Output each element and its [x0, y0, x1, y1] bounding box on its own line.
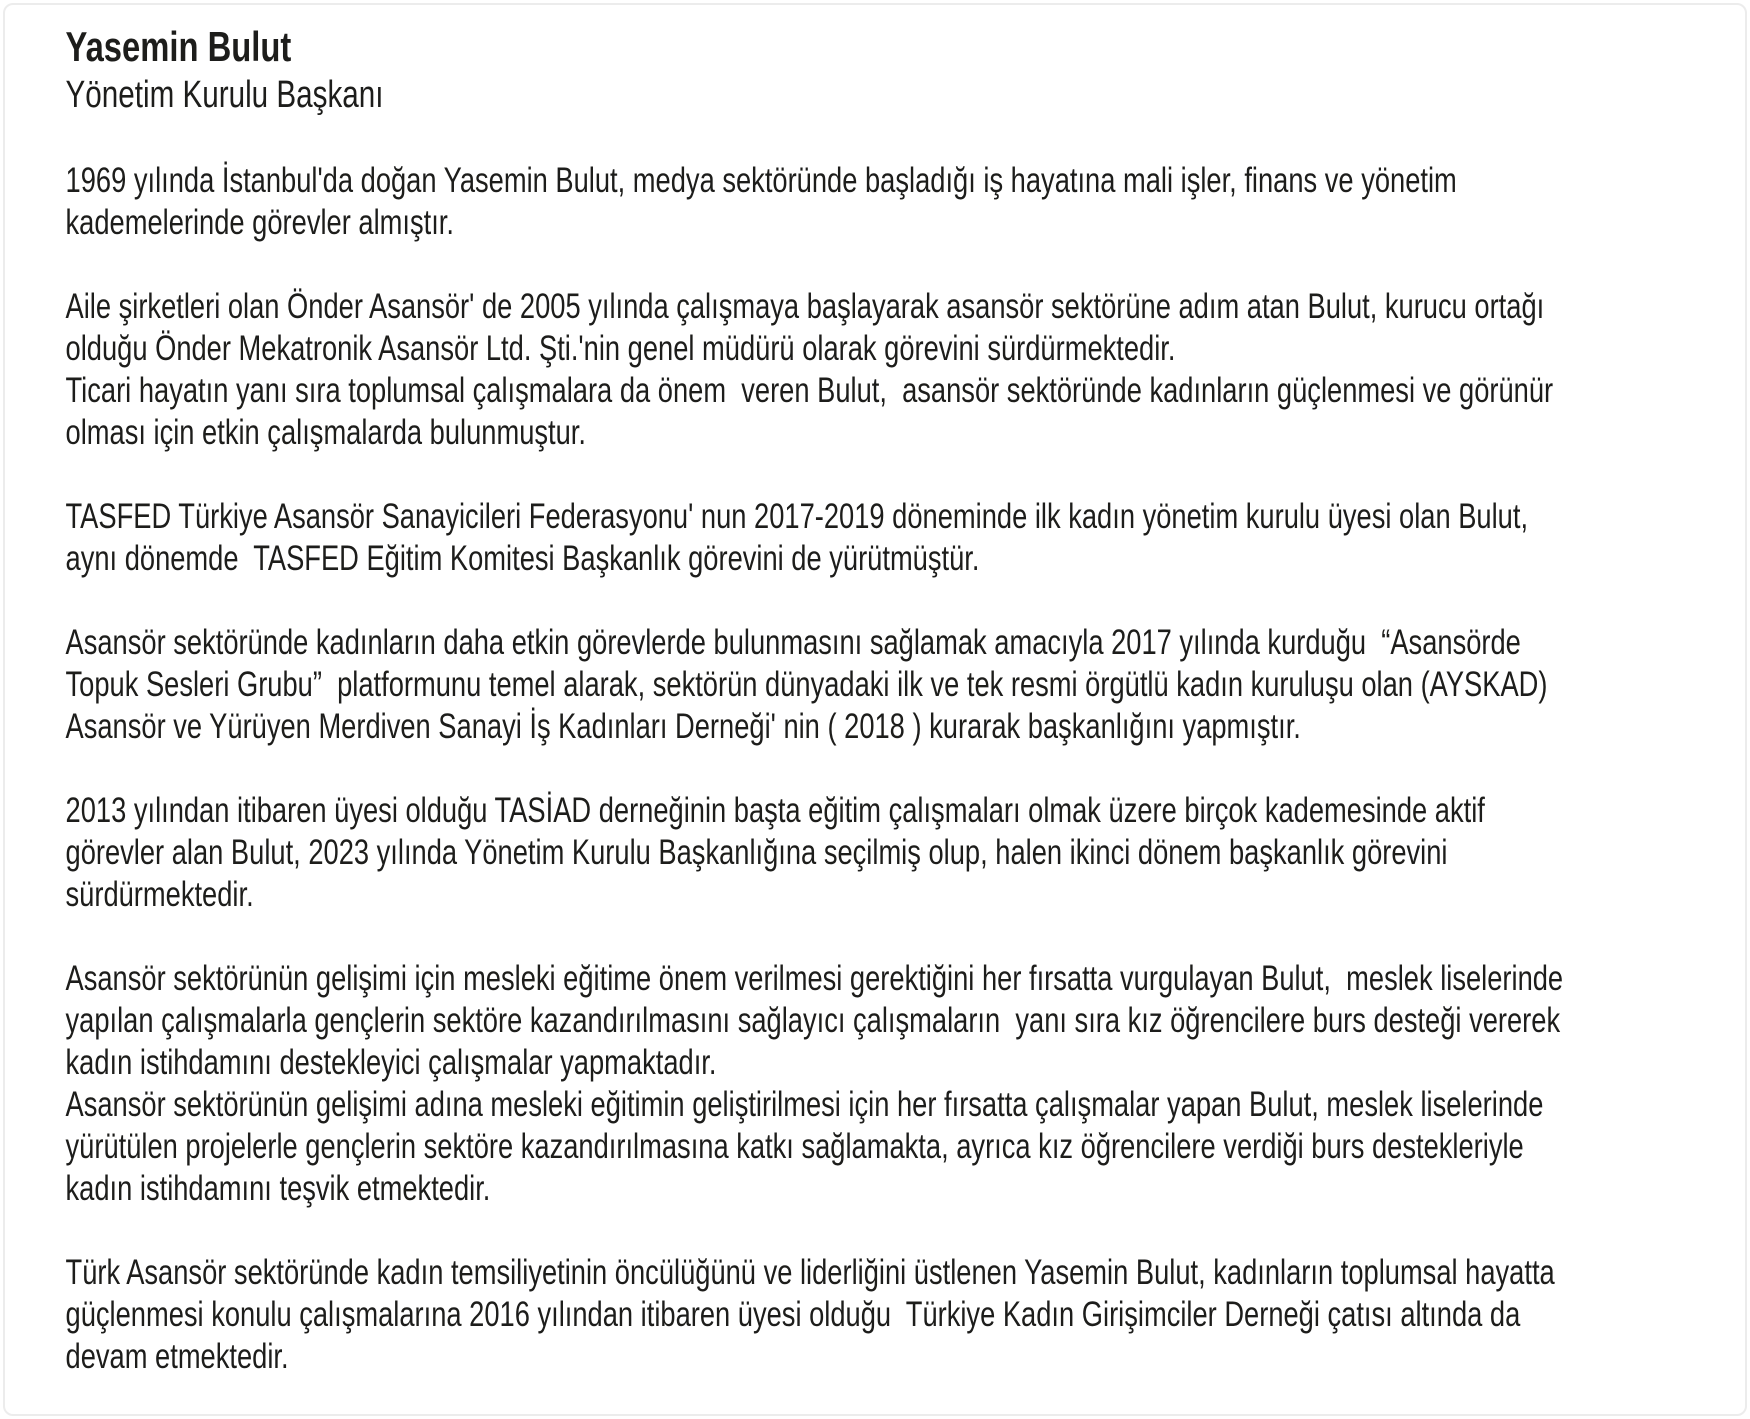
bio-line: Asansör sektöründe kadınların daha etkin görevlerde bulunmasını sağlamak amacıyla 2017 yılında kurduğu “Asansörde [65, 623, 1521, 662]
bio-text [66, 160, 1750, 1378]
person-name: Yasemin Bulut [65, 23, 292, 70]
bio-block [66, 160, 1750, 244]
bio-line: devam etmektedir. [65, 1337, 289, 1376]
bio-line: Topuk Sesleri Grubu” platformunu temel alarak, sektörün dünyadaki ilk ve tek resmi örgütlü kadın kuruluşu olan (AYSKAD) [65, 665, 1548, 704]
bio-line: olması için etkin çalışmalarda bulunmuştur. [65, 413, 586, 452]
bio-line: 2013 yılından itibaren üyesi olduğu TASİAD derneğinin başta eğitim çalışmaları olmak üzere birçok kademesinde aktif [65, 791, 1485, 830]
bio-line: 1969 yılında İstanbul'da doğan Yasemin Bulut, medya sektöründe başladığı iş hayatına mali işler, finans ve yönetim [65, 161, 1457, 200]
biography-document [0, 22, 1750, 1378]
bio-line: kadın istihdamını destekleyici çalışmalar yapmaktadır. [65, 1043, 717, 1082]
bio-line: Aile şirketleri olan Önder Asansör' de 2005 yılında çalışmaya başlayarak asansör sektörüne adım atan Bulut, kurucu ortağı [65, 287, 1545, 326]
bio-line: Türk Asansör sektöründe kadın temsiliyetinin öncülüğünü ve liderliğini üstlenen Yasemin Bulut, kadınların toplumsal hayatta [65, 1253, 1555, 1292]
bio-line: Asansör ve Yürüyen Merdiven Sanayi İş Kadınları Derneği' nin ( 2018 ) kurarak başkanlığını yapmıştır. [65, 707, 1301, 746]
bio-line: aynı dönemde TASFED Eğitim Komitesi Başkanlık görevini de yürütmüştür. [65, 539, 980, 578]
bio-block [66, 622, 1750, 748]
bio-line: Asansör sektörünün gelişimi adına mesleki eğitimin geliştirilmesi için her fırsatta çalışmalar yapan Bulut, meslek liselerinde [65, 1085, 1544, 1124]
bio-block [66, 1252, 1750, 1378]
bio-line: TASFED Türkiye Asansör Sanayicileri Federasyonu' nun 2017-2019 döneminde ilk kadın yönetim kurulu üyesi olan Bulut, [65, 497, 1529, 536]
bio-block [66, 790, 1750, 916]
bio-line: güçlenmesi konulu çalışmalarına 2016 yılından itibaren üyesi olduğu Türkiye Kadın Girişimciler Derneği çatısı altında da [65, 1295, 1521, 1334]
bio-line: Ticari hayatın yanı sıra toplumsal çalışmalara da önem veren Bulut, asansör sektöründe kadınların güçlenmesi ve görünür [65, 371, 1554, 410]
bio-block [66, 286, 1750, 454]
bio-line: yürütülen projelerle gençlerin sektöre kazandırılmasına katkı sağlamakta, ayrıca kız öğrencilere verdiği burs destekleriyle [65, 1127, 1524, 1166]
bio-line: kadın istihdamını teşvik etmektedir. [65, 1169, 491, 1208]
bio-block [66, 958, 1750, 1210]
bio-line: kademelerinde görevler almıştır. [65, 203, 454, 242]
bio-line: olduğu Önder Mekatronik Asansör Ltd. Şti.'nin genel müdürü olarak görevini sürdürmektedir. [65, 329, 1176, 368]
person-role: Yönetim Kurulu Başkanı [65, 74, 384, 116]
bio-line: sürdürmektedir. [65, 875, 254, 914]
bio-line: yapılan çalışmalarla gençlerin sektöre kazandırılmasını sağlayıcı çalışmaların yanı sıra kız öğrencilere burs desteği vererek [65, 1001, 1561, 1040]
bio-line: görevler alan Bulut, 2023 yılında Yönetim Kurulu Başkanlığına seçilmiş olup, halen ikinci dönem başkanlık görevini [65, 833, 1448, 872]
bio-line: Asansör sektörünün gelişimi için mesleki eğitime önem verilmesi gerektiğini her fırsatta vurgulayan Bulut, meslek liselerinde [65, 959, 1564, 998]
bio-block [66, 496, 1750, 580]
